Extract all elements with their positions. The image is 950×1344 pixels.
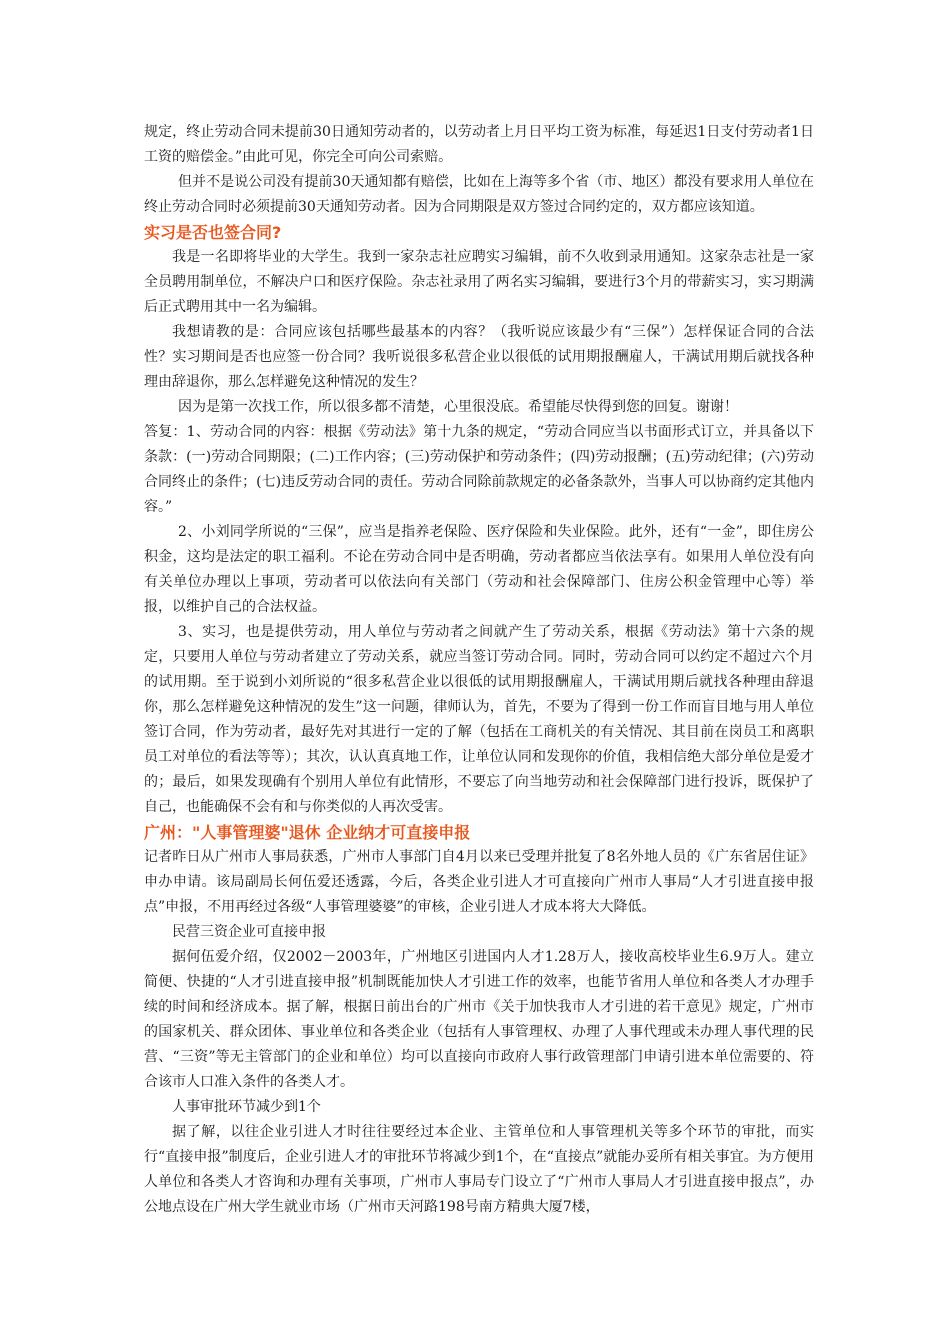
paragraph: 据何伍爱介绍，仅2002－2003年，广州地区引进国内人才1.28万人，接收高校毕业生6.9万人。建立简便、快捷的“人才引进直接申报”机制既能加快人才引进工作的效率，也能节省用人单位和各类人才办理手续的时间和经济成本。据了解，根据日前出台的广州市《关于加快我市人才引进的若干意见》规定，广州市的国家机关、群众团体、事业单位和各类企业（包括有人事管理权、办理了人事代理或未办理人事代理的民营、“三资”等无主管部门的企业和单位）均可以直接向市政府人事行政管理部门申请引进本单位需要的、符合该市人口准入条件的各类人才。: [144, 949, 814, 1090]
subheading: 民营三资企业可直接申报: [172, 924, 326, 940]
paragraph: 2、小刘同学所说的“三保”，应当是指养老保险、医疗保险和失业保险。此外，还有“一金”，即住房公积金，这均是法定的职工福利。不论在劳动合同中是否明确，劳动者都应当依法享有。如果用人单位没有向有关单位办理以上事项，劳动者可以依法向有关部门（劳动和社会保障部门、住房公积金管理中心等）举报，以维护自己的合法权益。: [144, 524, 814, 615]
subheading: 人事审批环节减少到1个: [172, 1099, 321, 1115]
document-body: [144, 120, 814, 1220]
section-heading: 广州："人事管理婆"退休 企业纳才可直接申报: [144, 823, 471, 842]
paragraph: 我想请教的是：合同应该包括哪些最基本的内容？（我听说应该最少有“三保”）怎样保证合同的合法性？实习期间是否也应签一份合同？我听说很多私营企业以很低的试用期报酬雇人，干满试用期后就找各种理由辞退你，那么怎样避免这种情况的发生？: [144, 324, 814, 390]
paragraph: 答复：1、劳动合同的内容：根据《劳动法》第十九条的规定，“劳动合同应当以书面形式订立，并具备以下条款：(一)劳动合同期限；(二)工作内容；(三)劳动保护和劳动条件；(四)劳动报酬；(五)劳动纪律；(六)劳动合同终止的条件；(七)违反劳动合同的责任。劳动合同除前款规定的必备条款外，当事人可以协商约定其他内容。”: [144, 424, 814, 515]
paragraph: 但并不是说公司没有提前30天通知都有赔偿，比如在上海等多个省（市、地区）都没有要求用人单位在终止劳动合同时必须提前30天通知劳动者。因为合同期限是双方签过合同约定的，双方都应该知道。: [144, 174, 814, 215]
section-heading: 实习是否也签合同?: [144, 223, 282, 242]
paragraph: 3、实习，也是提供劳动，用人单位与劳动者之间就产生了劳动关系，根据《劳动法》第十六条的规定，只要用人单位与劳动者建立了劳动关系，就应当签订劳动合同。同时，劳动合同可以约定不超过六个月的试用期。至于说到小刘所说的“很多私营企业以很低的试用期报酬雇人，干满试用期后就找各种理由辞退你，那么怎样避免这种情况的发生”这一问题，律师认为，首先，不要为了得到一份工作而盲目地与用人单位签订合同，作为劳动者，最好先对其进行一定的了解（包括在工商机关的有关情况、其目前在岗员工和离职员工对单位的看法等等）；其次，认认真真地工作，让单位认同和发现你的价值，我相信绝大部分单位是爱才的；最后，如果发现确有个别用人单位有此情形，不要忘了向当地劳动和社会保障部门进行投诉，既保护了自己，也能确保不会有和与你类似的人再次受害。: [144, 624, 814, 815]
paragraph: 据了解，以往企业引进人才时往往要经过本企业、主管单位和人事管理机关等多个环节的审批，而实行“直接申报”制度后，企业引进人才的审批环节将减少到1个，在“直接点”就能办妥所有相关事宜。为方便用人单位和各类人才咨询和办理有关事项，广州市人事局专门设立了“广州市人事局人才引进直接申报点”，办公地点设在广州大学生就业市场（广州市天河路198号南方精典大厦7楼，: [144, 1124, 814, 1215]
paragraph: 因为是第一次找工作，所以很多都不清楚，心里很没底。希望能尽快得到您的回复。谢谢！: [178, 399, 738, 415]
paragraph: 规定，终止劳动合同未提前30日通知劳动者的，以劳动者上月日平均工资为标准，每延迟1日支付劳动者1日工资的赔偿金。”由此可见，你完全可向公司索赔。: [144, 124, 814, 165]
paragraph: 记者昨日从广州市人事局获悉，广州市人事部门自4月以来已受理并批复了8名外地人员的《广东省居住证》申办申请。该局副局长何伍爱还透露，今后，各类企业引进人才可直接向广州市人事局“人才引进直接申报点”申报，不用再经过各级“人事管理婆婆”的审核，企业引进人才成本将大大降低。: [144, 849, 814, 915]
paragraph: 我是一名即将毕业的大学生。我到一家杂志社应聘实习编辑，前不久收到录用通知。这家杂志社是一家全员聘用制单位，不解决户口和医疗保险。杂志社录用了两名实习编辑，要进行3个月的带薪实习，实习期满后正式聘用其中一名为编辑。: [144, 249, 814, 315]
